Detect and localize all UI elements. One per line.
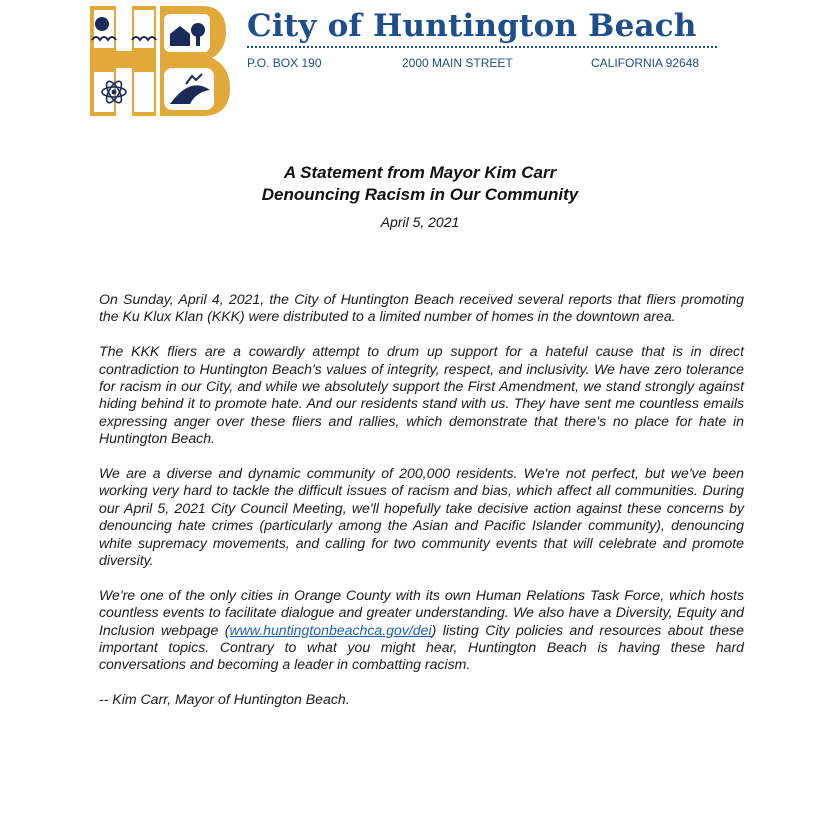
- paragraph-3: We are a diverse and dynamic community of 200,000 residents. We're not perfect, but we've been working very hard to tackle the difficult issues of racism and bias, which affect all communities. During our April 5, 2021 City Council Meeting, we'll hopefully take decisive action against these concerns by denouncing hate crimes (particularly among the Asian and Pacific Islander community), denouncing white supremacy movements, and calling for two community events that will celebrate and promote diversity.: [99, 465, 744, 569]
- dei-webpage-link[interactable]: www.huntingtonbeachca.gov/dei: [229, 621, 432, 638]
- paragraph-4-text-start: We're one of the only cities in Orange County with its own Human Relations Task Force, which hosts countless events to facilitate dialogue and greater understanding. We also have a Diversity, Equity and Inclusion webpage (: [99, 586, 744, 638]
- statement-date: April 5, 2021: [380, 214, 460, 230]
- signature: -- Kim Carr, Mayor of Huntington Beach.: [99, 691, 350, 708]
- street-address: 2000 MAIN STREET: [402, 56, 513, 70]
- state-zip: CALIFORNIA 92648: [591, 56, 700, 70]
- statement-title-line-2: Denouncing Racism in Our Community: [261, 185, 579, 204]
- paragraph-4: [99, 587, 744, 674]
- paragraph-2: The KKK fliers are a cowardly attempt to drum up support for a hateful cause that is in direct contradiction to Huntington Beach's values of integrity, respect, and inclusivity. We have zero tolerance for racism in our City, and while we absolutely support the First Amendment, we stand strongly against hiding behind it to promote hate. And our residents stand with us. They have sent me countless emails expressing anger over these fliers and rallies, which demonstrate that there's no place for hate in Huntington Beach.: [99, 343, 744, 447]
- city-name: City of Huntington Beach: [247, 8, 697, 44]
- letterhead: [0, 0, 840, 120]
- city-seal-logo-icon: [90, 6, 230, 116]
- paragraph-4-text-end: ) listing City policies and resources about these important topics. Contrary to what you might hear, Huntington Beach is having these hard conversations and becoming a leader in combatting racism.: [99, 621, 744, 673]
- letterhead-divider: [247, 46, 717, 48]
- paragraph-1: On Sunday, April 4, 2021, the City of Huntington Beach received several reports that fliers promoting the Ku Klux Klan (KKK) were distributed to a limited number of homes in the downtown area.: [99, 291, 744, 325]
- statement-title-line-1: A Statement from Mayor Kim Carr: [283, 163, 557, 182]
- statement-body: [99, 291, 744, 726]
- po-box: P.O. BOX 190: [247, 56, 322, 70]
